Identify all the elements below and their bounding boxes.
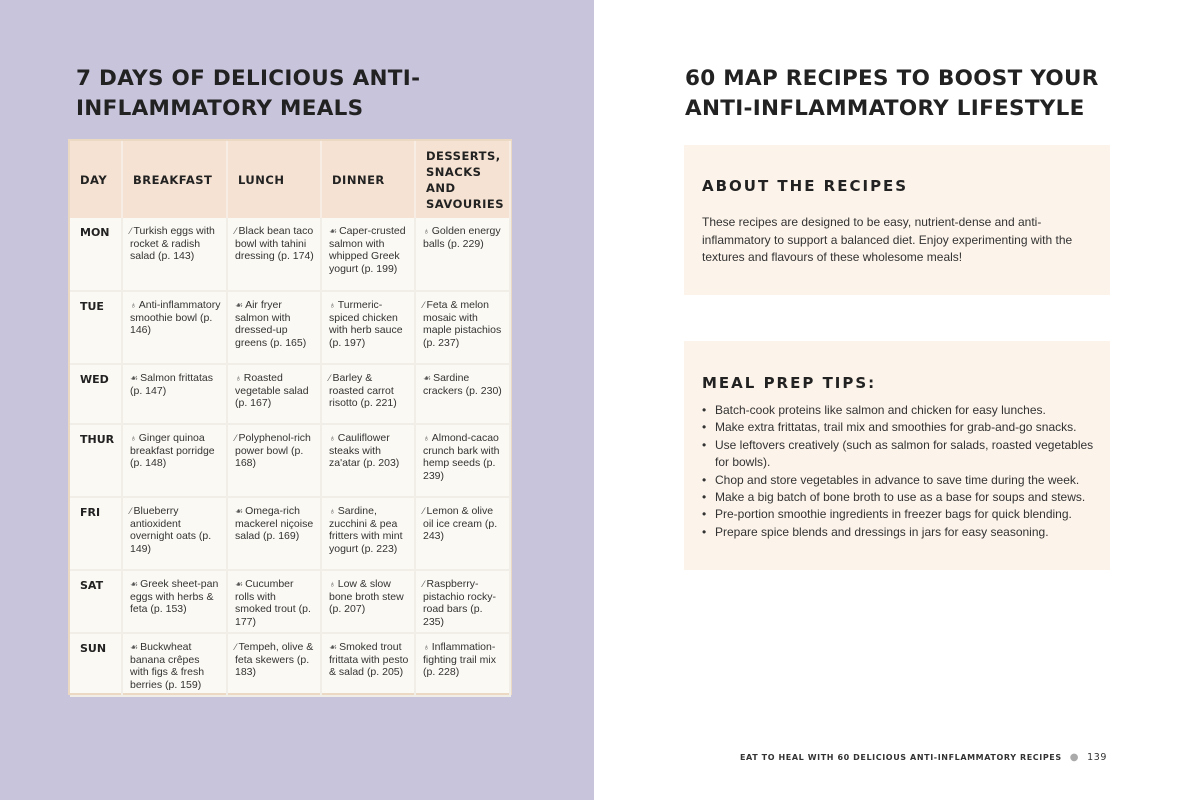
meal-category-icon: ☙ [235,506,244,516]
meal-category-icon: ♁ [329,300,336,310]
day-cell: THUR [70,424,122,497]
meal-text: Roasted vegetable salad (p. 167) [235,372,309,409]
meal-category-icon: ☙ [130,642,139,652]
meal-text: Caper-crusted salmon with whipped Greek yogurt (p. 199) [329,225,406,275]
lunch-cell [227,570,321,633]
meal-text: Almond-cacao crunch bark with hemp seeds (p. 239) [423,432,500,482]
meal-plan-table-container [68,139,512,695]
about-recipes-box [684,145,1110,295]
table-row [70,364,510,424]
meal-text: Black bean taco bowl with tahini dressing (p. 174) [235,225,314,262]
lunch-cell [227,291,321,364]
tip-text: Use leftovers creatively (such as salmon for salads, roasted vegetables for bowls). [715,437,1094,470]
breakfast-cell [122,570,227,633]
meal-category-icon: ☙ [235,579,244,589]
desserts-cell [415,218,510,291]
meal-category-icon: ♁ [423,226,430,236]
header-desserts: DESSERTS, SNACKS AND SAVOURIES [415,141,510,218]
meal-category-icon: ♁ [130,300,137,310]
meal-category-icon: ♁ [423,642,430,652]
dinner-cell [321,424,415,497]
meal-category-icon: ☙ [130,373,139,383]
meal-category-icon: ☙ [130,579,139,589]
meal-text: Salmon frittatas (p. 147) [130,372,214,397]
about-heading: ABOUT THE RECIPES [702,177,909,195]
meal-category-icon: ♁ [423,433,430,443]
meal-text: Lemon & olive oil ice cream (p. 243) [423,505,498,542]
page-footer [740,752,1107,763]
desserts-cell [415,570,510,633]
desserts-cell [415,633,510,696]
breakfast-cell [122,291,227,364]
day-cell: SAT [70,570,122,633]
meal-category-icon: ⁄ [423,300,425,310]
dinner-cell [321,633,415,696]
meal-text: Feta & melon mosaic with maple pistachios (p. 237) [423,299,502,349]
breakfast-cell [122,424,227,497]
desserts-cell [415,364,510,424]
meal-text: Blueberry antioxident overnight oats (p. 149) [130,505,212,555]
right-page [594,0,1187,800]
meal-category-icon: ⁄ [423,506,425,516]
desserts-cell [415,497,510,570]
lunch-cell [227,364,321,424]
tip-text: Make a big batch of bone broth to use as a base for soups and stews. [715,490,1086,505]
meal-text: Ginger quinoa breakfast porridge (p. 148) [130,432,215,469]
tip-item [702,437,1097,472]
tips-list [702,402,1097,541]
meal-plan-table [70,141,511,697]
header-day: DAY [70,141,122,218]
left-page-title: 7 DAYS OF DELICIOUS ANTI-INFLAMMATORY MEALS [76,66,421,121]
tip-item [702,419,1097,436]
bullet-icon: • [702,490,707,505]
meal-category-icon: ☙ [329,642,338,652]
meal-text: Buckwheat banana crêpes with figs & fresh berries (p. 159) [130,641,205,691]
meal-category-icon: ♁ [329,506,336,516]
meal-text: Greek sheet-pan eggs with herbs & feta (p. 153) [130,578,219,615]
meal-category-icon: ♁ [329,579,336,589]
lunch-cell [227,633,321,696]
meal-category-icon: ⁄ [235,226,237,236]
meal-text: Air fryer salmon with dressed-up greens (p. 165) [235,299,307,349]
meal-category-icon: ⁄ [130,226,132,236]
table-row [70,424,510,497]
meal-category-icon: ☙ [423,373,432,383]
header-lunch: LUNCH [227,141,321,218]
meal-category-icon: ⁄ [235,642,237,652]
meal-category-icon: ⁄ [130,506,132,516]
breakfast-cell [122,497,227,570]
table-row [70,570,510,633]
desserts-cell [415,424,510,497]
tip-item [702,489,1097,506]
footer-dot-icon: ● [1069,752,1080,763]
day-cell: FRI [70,497,122,570]
tip-text: Batch-cook proteins like salmon and chicken for easy lunches. [715,403,1046,417]
tip-item [702,472,1097,489]
meal-text: Tempeh, olive & feta skewers (p. 183) [235,641,314,678]
meal-category-icon: ♁ [329,433,336,443]
meal-text: Golden energy balls (p. 229) [423,225,501,250]
tip-text: Pre-portion smoothie ingredients in freezer bags for quick blending. [715,507,1072,522]
dinner-cell [321,570,415,633]
meal-text: Omega-rich mackerel niçoise salad (p. 169) [235,505,314,542]
meal-text: Cauliflower steaks with za'atar (p. 203) [329,432,400,469]
meal-text: Turkish eggs with rocket & radish salad (p. 143) [130,225,215,262]
day-cell: MON [70,218,122,291]
tip-text: Prepare spice blends and dressings in jars for easy seasoning. [715,524,1049,539]
meal-category-icon: ⁄ [329,373,331,383]
about-text: These recipes are designed to be easy, nutrient-dense and anti-inflammatory to support a balanced diet. Enjoy experimenting with the textures and flavours of these wholesome meals! [702,215,1073,264]
meal-category-icon: ☙ [235,300,244,310]
table-body [70,218,510,696]
tip-item [702,402,1097,419]
page-number: 139 [1087,752,1107,763]
dinner-cell [321,291,415,364]
dinner-cell [321,218,415,291]
meal-prep-tips-box [684,341,1110,570]
header-dinner: DINNER [321,141,415,218]
meal-category-icon: ⁄ [235,433,237,443]
breakfast-cell [122,364,227,424]
footer-book-title: EAT TO HEAL WITH 60 DELICIOUS ANTI-INFLAMMATORY RECIPES [739,753,1062,762]
lunch-cell [227,218,321,291]
tip-text: Make extra frittatas, trail mix and smoothies for grab-and-go snacks. [715,420,1077,435]
day-cell: WED [70,364,122,424]
meal-category-icon: ☙ [329,226,338,236]
meal-text: Sardine crackers (p. 230) [423,372,502,397]
desserts-cell [415,291,510,364]
day-cell: SUN [70,633,122,696]
meal-text: Raspberry-pistachio rocky-road bars (p. 235) [423,578,496,628]
tips-heading: MEAL PREP TIPS: [702,374,877,392]
meal-text: Smoked trout frittata with pesto & salad (p. 205) [329,641,409,678]
header-breakfast: BREAKFAST [122,141,227,218]
bullet-icon: • [702,437,707,452]
tip-item [702,506,1097,523]
table-row [70,633,510,696]
table-row [70,218,510,291]
meal-text: Anti-inflammatory smoothie bowl (p. 146) [130,299,221,336]
table-header-row [70,141,510,218]
bullet-icon: • [702,403,707,417]
meal-category-icon: ♁ [235,373,242,383]
meal-text: Sardine, zucchini & pea fritters with mint yogurt (p. 223) [329,505,403,555]
meal-category-icon: ♁ [130,433,137,443]
meal-text: Turmeric-spiced chicken with herb sauce (p. 197) [329,299,403,349]
breakfast-cell [122,633,227,696]
day-cell: TUE [70,291,122,364]
table-row [70,291,510,364]
bullet-icon: • [702,472,707,487]
tip-text: Chop and store vegetables in advance to save time during the week. [715,472,1080,487]
meal-text: Cucumber rolls with smoked trout (p. 177) [235,578,311,628]
right-page-title: 60 MAP RECIPES TO BOOST YOUR ANTI-INFLAMMATORY LIFESTYLE [685,66,1099,121]
meal-text: Polyphenol-rich power bowl (p. 168) [235,432,311,469]
dinner-cell [321,497,415,570]
tip-item [702,524,1097,541]
breakfast-cell [122,218,227,291]
lunch-cell [227,497,321,570]
bullet-icon: • [702,524,707,539]
bullet-icon: • [702,420,707,435]
table-row [70,497,510,570]
lunch-cell [227,424,321,497]
meal-text: Inflammation-fighting trail mix (p. 228) [423,641,496,678]
meal-text: Low & slow bone broth stew (p. 207) [329,578,404,615]
bullet-icon: • [702,507,707,522]
meal-text: Barley & roasted carrot risotto (p. 221) [329,372,397,409]
dinner-cell [321,364,415,424]
meal-category-icon: ⁄ [423,579,425,589]
